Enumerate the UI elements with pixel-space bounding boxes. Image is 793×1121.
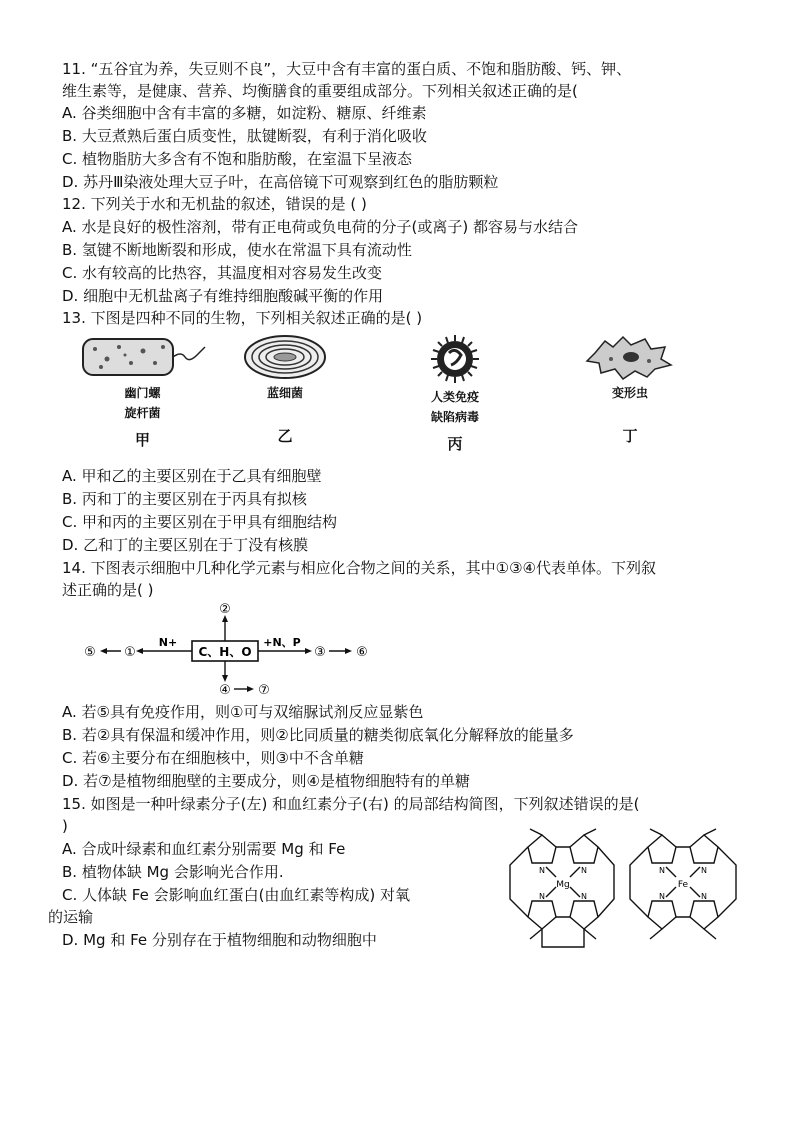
q15-option-a: A. 合成叶绿素和血红素分别需要 Mg 和 Fe <box>62 840 346 858</box>
q13-option-d: D. 乙和丁的主要区别在于丁没有核膜 <box>62 536 309 554</box>
q11-stem-line1: 11. “五谷宜为养，失豆则不良”，大豆中含有丰富的蛋白质、不饱和脂肪酸、钙、钾、 <box>62 60 632 78</box>
n-label: N <box>659 892 665 901</box>
q15-option-c: C. 人体缺 Fe 会影响血红蛋白(由血红素等构成) 对氧 <box>62 886 411 904</box>
left-add-label: N+ <box>158 636 178 649</box>
n-label: N <box>701 866 707 875</box>
q11-option-c: C. 植物脂肪大多含有不饱和脂肪酸，在室温下呈液态 <box>62 150 413 168</box>
yi-label: 乙 <box>277 427 293 445</box>
q15-option-d: D. Mg 和 Fe 分别存在于植物细胞和动物细胞中 <box>62 931 377 949</box>
node-2: ② <box>219 603 231 617</box>
q14-stem-line1: 14. 下图表示细胞中几种化学元素与相应化合物之间的关系，其中①③④代表单体。下列叙 <box>62 559 656 577</box>
n-label: N <box>539 892 545 901</box>
porphyrin-structures <box>490 825 760 955</box>
yi-caption-1: 蓝细菌 <box>266 386 303 400</box>
q13-option-b: B. 丙和丁的主要区别在于丙具有拟核 <box>62 490 307 508</box>
q14-diagram <box>80 603 380 698</box>
bing-caption-1: 人类免疫 <box>430 390 479 404</box>
q13-option-a: A. 甲和乙的主要区别在于乙具有细胞壁 <box>62 467 322 485</box>
q12-option-a: A. 水是良好的极性溶剂，带有正电荷或负电荷的分子(或离子) 都容易与水结合 <box>62 218 579 236</box>
q15-figure <box>490 825 760 955</box>
q15-option-b: B. 植物体缺 Mg 会影响光合作用. <box>62 863 284 881</box>
organism-yi <box>235 333 335 446</box>
node-7: ⑦ <box>258 683 270 698</box>
hiv-virus-icon <box>405 333 505 385</box>
q13-option-c: C. 甲和丙的主要区别在于甲具有细胞结构 <box>62 513 338 531</box>
q14-option-b: B. 若②具有保温和缓冲作用，则②比同质量的糖类彻底氧化分解释放的能量多 <box>62 726 574 744</box>
q15-stem-line1: 15. 如图是一种叶绿素分子(左) 和血红素分子(右) 的局部结构简图，下列叙述错误的是( <box>62 795 640 813</box>
q11-stem-line2: 维生素等，是健康、营养、均衡膳食的重要组成部分。下列相关叙述正确的是( <box>62 82 578 100</box>
q15-option-c-continued: 的运输 <box>48 908 94 926</box>
jia-label: 甲 <box>134 431 150 449</box>
node-1: ① <box>124 645 136 660</box>
q13-stem: 13. 下图是四种不同的生物，下列相关叙述正确的是( ) <box>62 309 423 327</box>
ding-caption-1: 变形虫 <box>611 386 648 400</box>
q14-option-a: A. 若⑤具有免疫作用，则①可与双缩脲试剂反应显紫色 <box>62 703 424 721</box>
q12-option-d: D. 细胞中无机盐离子有维持细胞酸碱平衡的作用 <box>62 287 384 305</box>
node-3: ③ <box>314 645 326 660</box>
q14-option-d: D. 若⑦是植物细胞壁的主要成分，则④是植物细胞特有的单糖 <box>62 772 470 790</box>
n-label: N <box>659 866 665 875</box>
q13-figure <box>75 333 695 463</box>
q12-option-c: C. 水有较高的比热容，其温度相对容易发生改变 <box>62 264 383 282</box>
n-label: N <box>581 892 587 901</box>
fe-label: Fe <box>677 880 689 890</box>
cyanobacteria-icon <box>235 333 335 381</box>
node-4: ④ <box>219 683 231 698</box>
amoeba-icon <box>575 333 685 381</box>
jia-caption-2: 旋杆菌 <box>124 406 161 420</box>
q11-option-a: A. 谷类细胞中含有丰富的多糖，如淀粉、糖原、纤维素 <box>62 104 427 122</box>
n-label: N <box>701 892 707 901</box>
center-label: C、H、O <box>198 645 252 659</box>
right-add-label: +N、P <box>263 636 301 649</box>
node-6: ⑥ <box>356 645 368 660</box>
q14-option-c: C. 若⑥主要分布在细胞核中，则③中不含单糖 <box>62 749 364 767</box>
mg-label: Mg <box>556 880 570 890</box>
q15-stem-line2: ) <box>62 817 68 835</box>
element-compound-diagram <box>80 603 380 698</box>
ding-label: 丁 <box>622 427 638 445</box>
q11-option-b: B. 大豆煮熟后蛋白质变性，肽键断裂，有利于消化吸收 <box>62 127 427 145</box>
bing-caption-2: 缺陷病毒 <box>430 410 479 424</box>
q12-option-b: B. 氢键不断地断裂和形成，使水在常温下具有流动性 <box>62 241 412 259</box>
organism-ding <box>575 333 685 446</box>
n-label: N <box>581 866 587 875</box>
q11-option-d: D. 苏丹Ⅲ染液处理大豆子叶，在高倍镜下可观察到红色的脂肪颗粒 <box>62 173 499 191</box>
organism-bing <box>405 333 505 454</box>
helicobacter-icon <box>75 333 210 381</box>
bing-label: 丙 <box>447 435 463 453</box>
organism-jia <box>75 333 210 450</box>
jia-caption-1: 幽门螺 <box>124 386 161 400</box>
q14-stem-line2: 述正确的是( ) <box>62 581 154 599</box>
q12-stem: 12. 下列关于水和无机盐的叙述，错误的是 ( ) <box>62 195 367 213</box>
n-label: N <box>539 866 545 875</box>
node-5: ⑤ <box>84 645 96 660</box>
